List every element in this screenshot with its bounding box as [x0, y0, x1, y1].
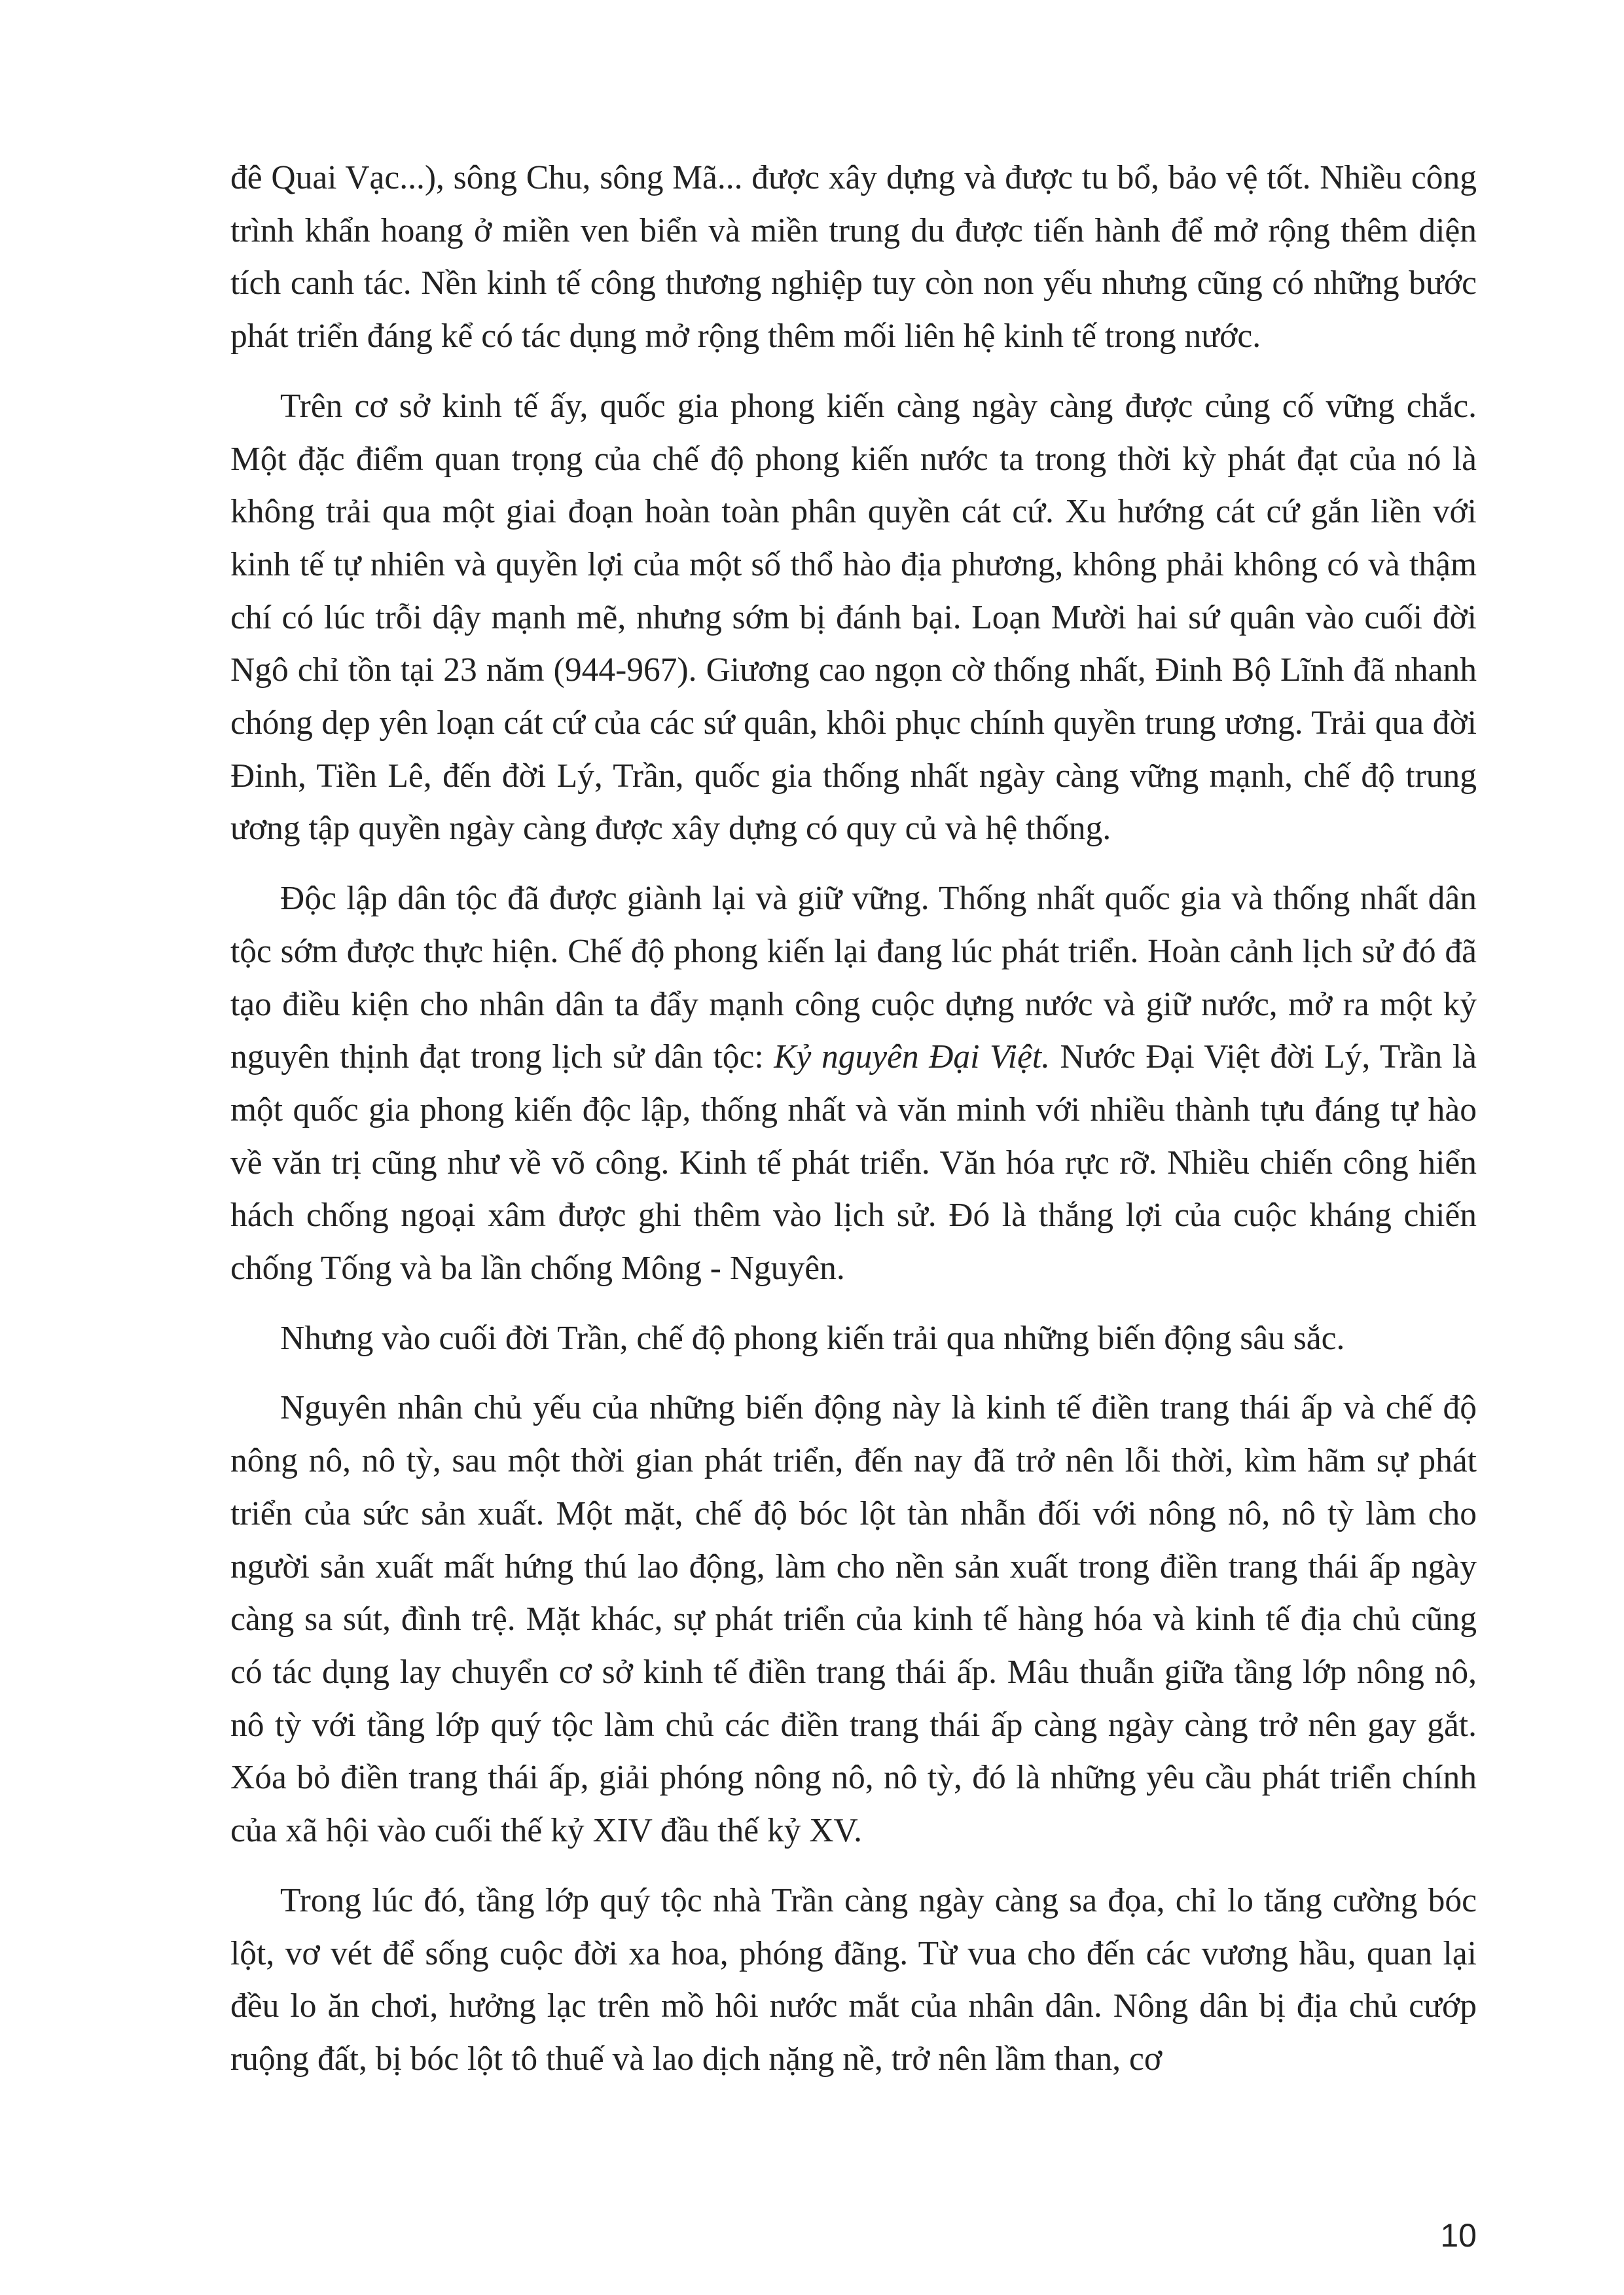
paragraph-2: Trên cơ sở kinh tế ấy, quốc gia phong kiến càng ngày càng được củng cố vững chắc. Một đặc điểm quan trọng của chế độ phong kiến nước ta trong thời kỳ phát đạt của nó là không trải qua một giai đoạn hoàn toàn phân quyền cát cứ. Xu hướng cát cứ gắn liền với kinh tế tự nhiên và quyền lợi của một số thổ hào địa phương, không phải không có và thậm chí có lúc trỗi dậy mạnh mẽ, nhưng sớm bị đánh bại. Loạn Mười hai sứ quân vào cuối đời Ngô chỉ tồn tại 23 năm (944-967). Giương cao ngọn cờ thống nhất, Đinh Bộ Lĩnh đã nhanh chóng dẹp yên loạn cát cứ của các sứ quân, khôi phục chính quyền trung ương. Trải qua đời Đinh, Tiền Lê, đến đời Lý, Trần, quốc gia thống nhất ngày càng vững mạnh, chế độ trung ương tập quyền ngày càng được xây dựng có quy củ và hệ thống.: [230, 387, 1477, 848]
paragraph-5: Nguyên nhân chủ yếu của những biến động này là kinh tế điền trang thái ấp và chế độ nông nô, nô tỳ, sau một thời gian phát triển, đến nay đã trở nên lỗi thời, kìm hãm sự phát triển của sức sản xuất. Một mặt, chế độ bóc lột tàn nhẫn đối với nông nô, nô tỳ làm cho người sản xuất mất hứng thú lao động, làm cho nền sản xuất trong điền trang thái ấp ngày càng sa sút, đình trệ. Mặt khác, sự phát triển của kinh tế hàng hóa và kinh tế địa chủ cũng có tác dụng lay chuyển cơ sở kinh tế điền trang thái ấp. Mâu thuẫn giữa tầng lớp nông nô, nô tỳ với tầng lớp quý tộc làm chủ các điền trang thái ấp càng ngày càng trở nên gay gắt. Xóa bỏ điền trang thái ấp, giải phóng nông nô, nô tỳ, đó là những yêu cầu phát triển chính của xã hội vào cuối thế kỷ XIV đầu thế kỷ XV.: [230, 1389, 1477, 1850]
paragraph-3-italic-term: Kỷ nguyên Đại Việt.: [774, 1038, 1050, 1076]
page-body: [230, 152, 1477, 2103]
paragraph-4: Nhưng vào cuối đời Trần, chế độ phong kiến trải qua những biến động sâu sắc.: [280, 1319, 1345, 1357]
page-number: 10: [1440, 2217, 1477, 2254]
paragraph-3: [230, 873, 1477, 1295]
paragraph-3-text-after: Nước Đại Việt đời Lý, Trần là một quốc gia phong kiến độc lập, thống nhất và văn minh với nhiều thành tựu đáng tự hào về văn trị cũng như về võ công. Kinh tế phát triển. Văn hóa rực rỡ. Nhiều chiến công hiển hách chống ngoại xâm được ghi thêm vào lịch sử. Đó là thắng lợi của cuộc kháng chiến chống Tống và ba lần chống Mông - Nguyên.: [230, 1038, 1477, 1288]
paragraph-6: Trong lúc đó, tầng lớp quý tộc nhà Trần càng ngày càng sa đọa, chỉ lo tăng cường bóc lột, vơ vét để sống cuộc đời xa hoa, phóng đãng. Từ vua cho đến các vương hầu, quan lại đều lo ăn chơi, hưởng lạc trên mồ hôi nước mắt của nhân dân. Nông dân bị địa chủ cướp ruộng đất, bị bóc lột tô thuế và lao dịch nặng nề, trở nên lầm than, cơ: [230, 1881, 1477, 2078]
paragraph-3-text-before: Độc lập dân tộc đã được giành lại và giữ vững. Thống nhất quốc gia và thống nhất dân tộc sớm được thực hiện. Chế độ phong kiến lại đang lúc phát triển. Hoàn cảnh lịch sử đó đã tạo điều kiện cho nhân dân ta đẩy mạnh công cuộc dựng nước và giữ nước, mở ra một kỷ nguyên thịnh đạt trong lịch sử dân tộc:: [230, 880, 1477, 1076]
paragraph-1: đê Quai Vạc...), sông Chu, sông Mã... được xây dựng và được tu bổ, bảo vệ tốt. Nhiều công trình khẩn hoang ở miền ven biển và miền trung du được tiến hành để mở rộng thêm diện tích canh tác. Nền kinh tế công thương nghiệp tuy còn non yếu nhưng cũng có những bước phát triển đáng kể có tác dụng mở rộng thêm mối liên hệ kinh tế trong nước.: [230, 159, 1477, 355]
